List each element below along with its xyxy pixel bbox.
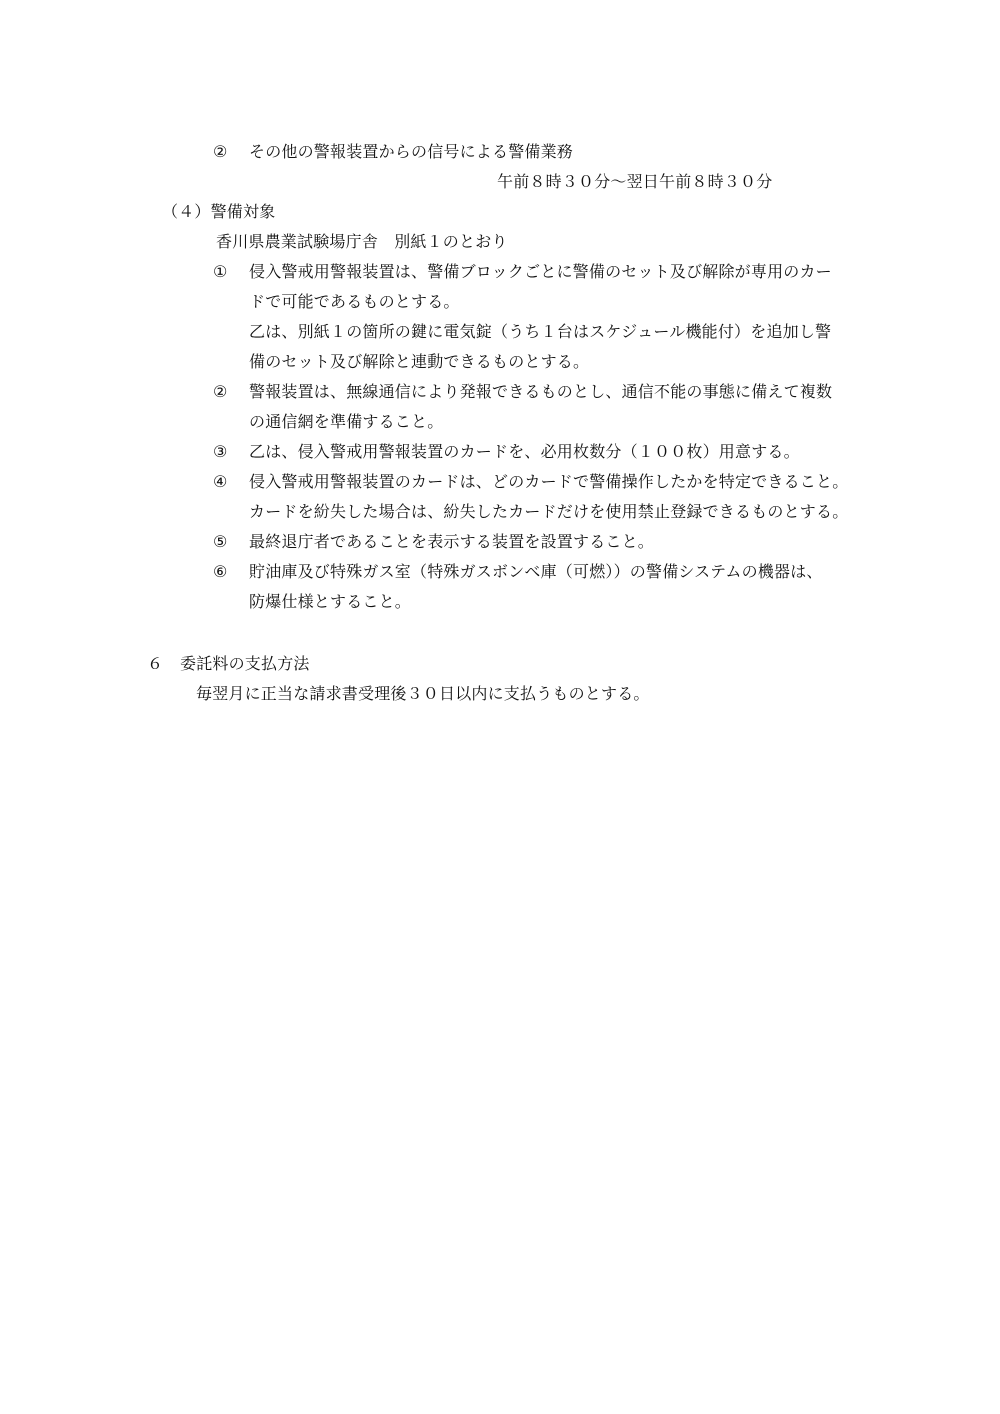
section-title: 委託料の支払方法 [180, 654, 310, 673]
security-target: 香川県農業試験場庁舎 別紙１のとおり [216, 232, 508, 251]
list-item-text: 防爆仕様とすること。 [249, 592, 412, 611]
list-item-text: 乙は、侵入警戒用警報装置のカードを、必用枚数分（１００枚）用意する。 [249, 442, 800, 461]
section-number: ６ [147, 654, 164, 673]
section-heading: （４）警備対象 [162, 202, 276, 221]
section-body: 毎翌月に正当な請求書受理後３０日以内に支払うものとする。 [196, 684, 650, 703]
list-item-text: 最終退庁者であることを表示する装置を設置すること。 [249, 532, 655, 551]
list-marker: ① [213, 262, 228, 281]
list-item-text: 貯油庫及び特殊ガス室（特殊ガスボンベ庫（可燃））の警備システムの機器は、 [249, 562, 823, 581]
list-item-text: 備のセット及び解除と連動できるものとする。 [249, 352, 590, 371]
list-marker: ③ [213, 442, 228, 461]
list-item-text: 乙は、別紙１の箇所の鍵に電気錠（うち１台はスケジュール機能付）を追加し警 [249, 322, 832, 341]
service-hours: 午前８時３０分～翌日午前８時３０分 [497, 172, 773, 191]
list-marker: ② [213, 382, 228, 401]
list-item-text: その他の警報装置からの信号による警備業務 [249, 142, 574, 161]
list-marker: ⑥ [213, 562, 228, 581]
list-item-text: カードを紛失した場合は、紛失したカードだけを使用禁止登録できるものとする。 [249, 502, 849, 521]
list-marker: ⑤ [213, 532, 228, 551]
list-item-text: 侵入警戒用警報装置は、警備ブロックごとに警備のセット及び解除が専用のカー [249, 262, 832, 281]
list-marker: ④ [213, 472, 228, 491]
list-item-text: の通信網を準備すること。 [249, 412, 444, 431]
list-item-text: 警報装置は、無線通信により発報できるものとし、通信不能の事態に備えて複数 [249, 382, 833, 401]
list-marker: ② [213, 142, 228, 161]
list-item-text: 侵入警戒用警報装置のカードは、どのカードで警備操作したかを特定できること。 [249, 472, 849, 491]
list-item-text: ドで可能であるものとする。 [249, 292, 460, 311]
